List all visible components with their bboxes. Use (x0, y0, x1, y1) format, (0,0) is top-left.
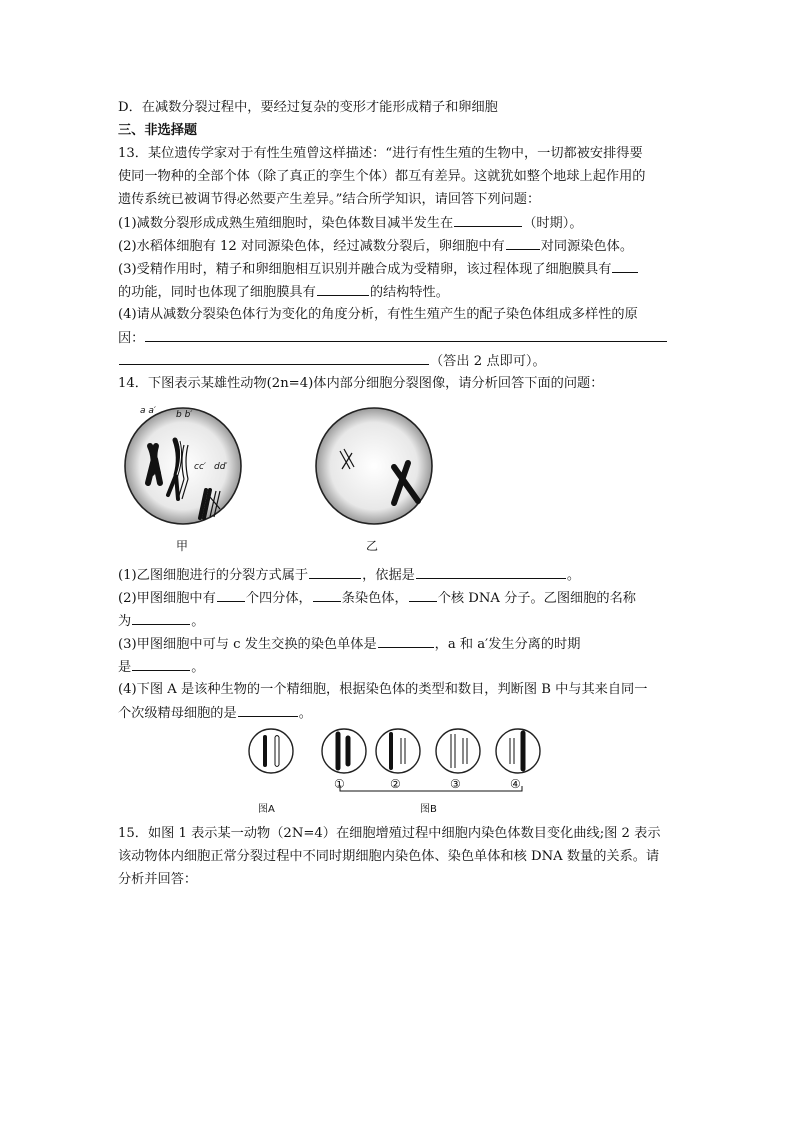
fig-b-cell-2 (376, 729, 420, 773)
q13-stem-line-2: 使同一物种的全部个体（除了真正的孪生个体）都互有差异。这就犹如整个地球上起作用的 (118, 169, 646, 184)
q13-part-3-cont (118, 280, 678, 303)
num-2: ② (390, 777, 401, 791)
q14-p3-suffix: 。 (191, 660, 205, 675)
q14-p3-text: (3)甲图细胞中可与 c 发生交换的染色单体是 (118, 637, 377, 652)
q14-sperm-figures (118, 724, 678, 822)
q14-p2-prefix: 为 (118, 614, 132, 629)
q13-p1-suffix: （时期）。 (523, 216, 583, 231)
q14-p3-blank-2[interactable] (132, 655, 190, 671)
caption-jia: 甲 (176, 539, 189, 553)
q13-p4-blank-2[interactable] (119, 349, 429, 365)
q14-p2-blank-3[interactable] (409, 586, 437, 602)
q13-p3-text: (3)受精作用时，精子和卵细胞相互识别并融合成为受精卵，该过程体现了细胞膜具有 (118, 262, 612, 277)
q13-p2-text: (2)水稻体细胞有 12 对同源染色体，经过减数分裂后，卵细胞中有 (118, 239, 505, 254)
label-a: a a′ (140, 406, 156, 416)
q14-part-4: (4)下图 A 是该种生物的一个精细胞，根据染色体的类型和数目，判断图 B 中与其来自同一 (118, 682, 648, 697)
q13-p3-blank-1[interactable] (612, 257, 638, 273)
q14-cell-figures (118, 395, 678, 563)
q14-p2-mid-3: 个核 DNA 分子。乙图细胞的名称 (437, 591, 636, 606)
q14-part-3-cont (118, 655, 678, 678)
q13-part-4-answer-line (118, 326, 678, 349)
fig-b-cell-3 (436, 729, 480, 773)
q14-p4-suffix: 。 (298, 706, 312, 721)
q13-part-1 (118, 211, 678, 234)
q14-p3-blank-1[interactable] (378, 632, 434, 648)
q14-p3-mid: ，a 和 a′发生分离的时期 (434, 637, 581, 652)
q14-p2-blank-2[interactable] (313, 586, 341, 602)
q14-part-1 (118, 563, 678, 586)
label-d: dd′ (214, 462, 228, 472)
q14-p1-blank-1[interactable] (309, 563, 361, 579)
cell-yi (316, 408, 432, 524)
q13-stem-line-1: 13．某位遗传学家对于有性生殖曾这样描述：“进行有性生殖的生物中，一切都被安排得要 (118, 146, 643, 161)
caption-yi: 乙 (366, 539, 379, 553)
num-3: ③ (450, 777, 461, 791)
q13-p4-suffix: （答出 2 点即可）。 (430, 354, 546, 369)
q14-part-2-cont (118, 609, 678, 632)
q13-p1-text: (1)减数分裂形成成熟生殖细胞时，染色体数目减半发生在 (118, 216, 454, 231)
question-13 (118, 142, 678, 372)
q14-p2-blank-1[interactable] (217, 586, 245, 602)
q13-part-3 (118, 257, 678, 280)
question-15 (118, 822, 678, 891)
q15-line-1: 15．如图 1 表示某一动物（2N=4）在细胞增殖过程中细胞内染色体数目变化曲线;图 2 表示 (118, 826, 661, 841)
num-1: ① (334, 777, 345, 791)
q14-part-2 (118, 586, 678, 609)
fig-b-label: 图B (420, 804, 437, 815)
q13-part-4-answer-line-2 (118, 349, 678, 372)
fig-a-cell (249, 729, 293, 773)
q14-p1-suffix: 。 (566, 568, 581, 583)
fig-b-cell-4 (496, 729, 540, 773)
q14-p2-text: (2)甲图细胞中有 (118, 591, 216, 606)
q13-p3-suffix: 的结构特性。 (369, 285, 449, 300)
q13-part-4: (4)请从减数分裂染色体行为变化的角度分析，有性生殖产生的配子染色体组成多样性的原 (118, 307, 638, 322)
fig-b-bracket (340, 786, 522, 791)
q14-p3-prefix: 是 (118, 660, 132, 675)
fig-b-cell-1 (322, 729, 366, 773)
q14-p2-mid-1: 个四分体， (245, 591, 312, 606)
fig-a-label: 图A (258, 804, 275, 815)
question-14 (118, 372, 678, 822)
q14-p4-text: 个次级精母细胞的是 (118, 706, 237, 721)
q13-p3-blank-2[interactable] (317, 280, 369, 296)
q13-p4-label: 因： (118, 331, 145, 346)
section-heading: 三、非选择题 (118, 123, 198, 138)
q14-part-3 (118, 632, 678, 655)
label-b: b b′ (176, 410, 193, 420)
option-d: D．在减数分裂过程中，要经过复杂的变形才能形成精子和卵细胞 (118, 100, 498, 115)
q14-stem: 14．下图表示某雄性动物(2n=4)体内部分细胞分裂图像，请分析回答下面的问题： (118, 376, 604, 391)
cell-diagrams (118, 395, 678, 563)
label-c: cc′ (194, 462, 206, 472)
num-4: ④ (510, 777, 521, 791)
q14-p2-blank-4[interactable] (132, 609, 190, 625)
q13-stem-line-3: 遗传系统已被调节得必然要产生差异。”结合所学知识，请回答下列问题： (118, 192, 541, 207)
q13-p1-blank[interactable] (454, 211, 522, 227)
q13-p4-blank-1[interactable] (145, 326, 667, 342)
q13-p2-blank[interactable] (506, 234, 540, 250)
q15-line-3: 分析并回答： (118, 872, 198, 887)
q14-p1-mid: ，依据是 (362, 568, 415, 583)
q14-p1-text: (1)乙图细胞进行的分裂方式属于 (118, 568, 309, 583)
q13-part-2 (118, 234, 678, 257)
q14-p2-mid-2: 条染色体， (341, 591, 408, 606)
q14-part-4-cont (118, 701, 678, 724)
q14-p2-suffix: 。 (191, 614, 205, 629)
exam-page (118, 96, 678, 891)
q15-line-2: 该动物体内细胞正常分裂过程中不同时期细胞内染色体、染色单体和核 DNA 数量的关系。请 (118, 849, 660, 864)
q14-p1-blank-2[interactable] (416, 563, 566, 579)
q13-p2-suffix: 对同源染色体。 (540, 239, 634, 254)
q13-p3-text-2: 的功能，同时也体现了细胞膜具有 (118, 285, 316, 300)
q14-p4-blank[interactable] (238, 701, 298, 717)
